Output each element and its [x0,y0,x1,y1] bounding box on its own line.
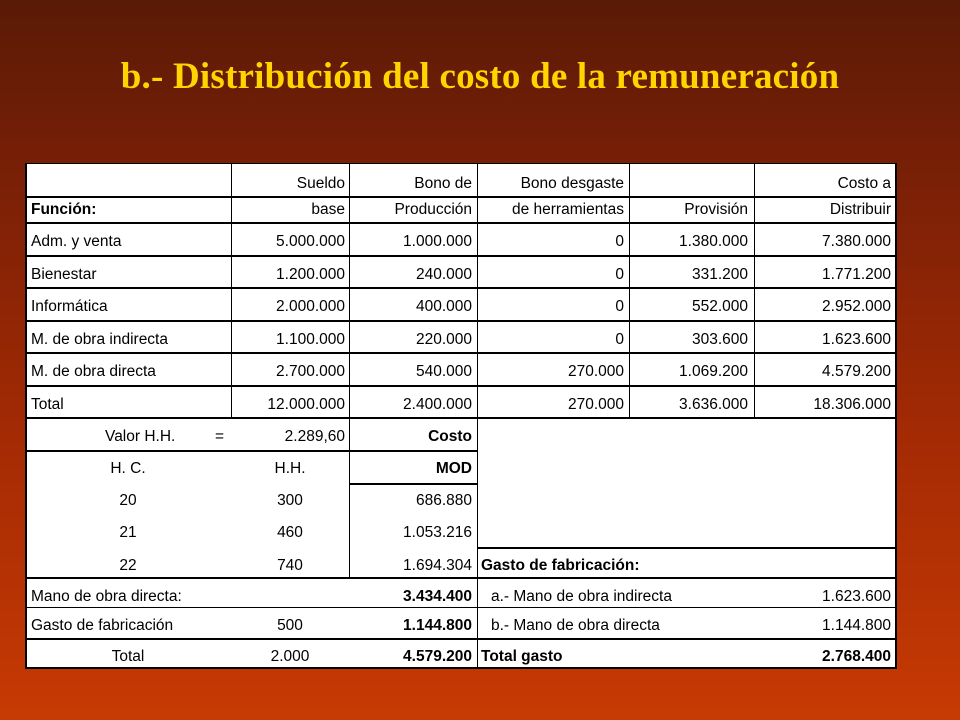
row-provision: 303.600 [691,331,748,348]
header-produccion: Producción [394,201,472,218]
row-costo: 4.579.200 [822,363,891,380]
gasto-item-label: b.- Mano de obra directa [491,617,660,634]
row-bono-desg: 0 [615,331,624,348]
hc-value: 21 [119,524,137,541]
header-costo: Costo a [837,175,891,192]
row-bono-prod: 400.000 [415,298,472,315]
hh-header: H.H. [274,460,306,477]
row-provision: 1.069.200 [679,363,748,380]
header-herramientas: de herramientas [511,201,624,218]
row-funcion: Adm. y venta [31,233,122,250]
row-bono-prod: 2.400.000 [403,396,472,413]
costo-header: Costo [428,428,472,445]
row-funcion: Bienestar [31,266,97,283]
row-sueldo: 1.200.000 [276,266,345,283]
total-label: Total [111,648,145,665]
row-sueldo: 2.700.000 [276,363,345,380]
valor-hh-label: Valor H.H. [105,428,176,445]
row-funcion: Total [31,396,64,413]
mod-value: 1.053.216 [403,524,472,541]
gasto-fabricacion-title: Gasto de fabricación: [481,557,640,574]
row-sueldo: 12.000.000 [267,396,345,413]
row-bono-desg: 270.000 [567,363,624,380]
hh-value: 740 [277,557,303,574]
mod-value: 1.694.304 [403,557,472,574]
spreadsheet-table [25,163,897,669]
header-distribuir: Distribuir [829,201,891,218]
hh-value: 300 [277,492,303,509]
row-funcion: M. de obra directa [31,363,156,380]
header-bono-produccion: Bono de [414,175,472,192]
header-bono-desgaste: Bono desgaste [520,175,624,192]
gasto-fabricacion-label: Gasto de fabricación [31,617,174,634]
mano-obra-directa-label: Mano de obra directa: [31,588,182,605]
gasto-fabricacion-value: 1.144.800 [403,617,472,634]
hc-header: H. C. [110,460,146,477]
row-bono-prod: 220.000 [415,331,472,348]
row-provision: 3.636.000 [679,396,748,413]
header-sueldo: Sueldo [296,175,345,192]
row-provision: 331.200 [691,266,748,283]
row-bono-desg: 0 [615,233,624,250]
row-costo: 7.380.000 [822,233,891,250]
row-bono-prod: 540.000 [415,363,472,380]
header-funcion: Función: [31,201,97,218]
gasto-item-label: a.- Mano de obra indirecta [491,588,672,605]
valor-hh-value: 2.289,60 [284,428,345,445]
mod-value: 686.880 [415,492,472,509]
header-sueldo-base: base [311,201,345,218]
mano-obra-directa-value: 3.434.400 [403,588,472,605]
header-provision: Provisión [684,201,748,218]
row-funcion: M. de obra indirecta [31,331,168,348]
row-sueldo: 2.000.000 [276,298,345,315]
mod-header: MOD [435,460,472,477]
total-gasto-value: 2.768.400 [822,648,891,665]
row-bono-desg: 0 [615,266,624,283]
row-bono-prod: 1.000.000 [403,233,472,250]
row-provision: 552.000 [691,298,748,315]
gasto-item-value: 1.623.600 [822,588,891,605]
hh-value: 460 [277,524,303,541]
row-costo: 1.771.200 [822,266,891,283]
hc-value: 20 [119,492,137,509]
row-sueldo: 5.000.000 [276,233,345,250]
row-bono-desg: 270.000 [567,396,624,413]
valor-hh-equals: = [215,428,225,445]
hc-value: 22 [119,557,137,574]
slide-title: b.- Distribución del costo de la remuneración [120,56,840,97]
row-costo: 2.952.000 [822,298,891,315]
row-sueldo: 1.100.000 [276,331,345,348]
gasto-fabricacion-hh: 500 [277,617,303,634]
row-costo: 1.623.600 [822,331,891,348]
gasto-item-value: 1.144.800 [822,617,891,634]
row-funcion: Informática [31,298,108,315]
row-costo: 18.306.000 [813,396,891,413]
total-value: 4.579.200 [403,648,472,665]
total-gasto-label: Total gasto [481,648,563,665]
row-provision: 1.380.000 [679,233,748,250]
total-hh: 2.000 [270,648,310,665]
row-bono-prod: 240.000 [415,266,472,283]
row-bono-desg: 0 [615,298,624,315]
